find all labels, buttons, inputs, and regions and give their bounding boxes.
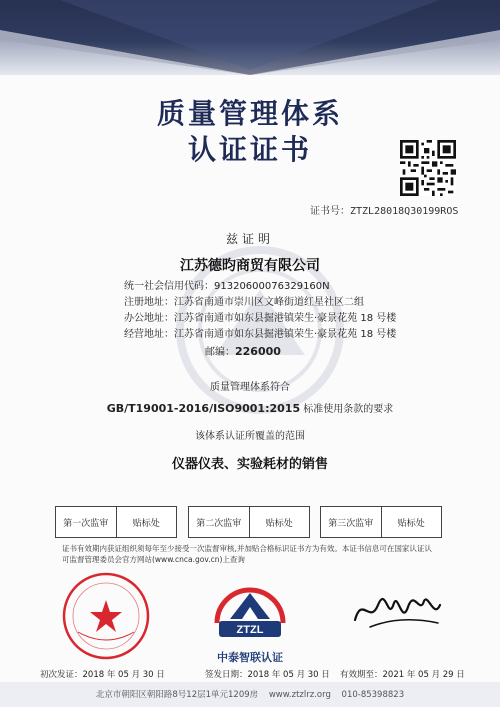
scope-intro: 该体系认证所覆盖的范围 (195, 431, 305, 442)
hereby-heading: 兹证明 (225, 232, 274, 246)
date-valid-until: 有效期至：2021 年 05 月 29 日 (340, 670, 465, 680)
info-credit-code: 统一社会信用代码：91320600076329160N (124, 281, 330, 292)
audit-box-2: 第二次监审 贴标处 (188, 506, 310, 538)
footer-contact (0, 688, 500, 700)
info-postal-code: 邮编：226000 (205, 345, 281, 358)
audit-box-1: 第一次监审 贴标处 (55, 506, 177, 538)
header-band (0, 0, 500, 75)
date-issued: 签发日期：2018 年 05 月 30 日 (205, 670, 330, 680)
info-office-address: 办公地址：江苏省南通市如东县掘港镇荣生·豪景花苑 18 号楼 (124, 313, 397, 324)
certification-scope: 仪器仪表、实验耗材的销售 (171, 457, 328, 472)
logo-text: ZTZL (236, 624, 264, 636)
validity-note: 证书有效期内获证组织须每年至少接受一次监督审核,并加贴合格标识证书方为有效。本证书信息可在国家认证认 可监督管理委员会官方网站(www.cnca.gov.cn)上查询 (62, 544, 432, 564)
info-business-address: 经营地址：江苏省南通市如东县掘港镇荣生·豪景花苑 18 号楼 (124, 329, 397, 340)
date-first-issue: 初次发证：2018 年 05 月 30 日 (40, 670, 165, 680)
certificate-title-line1: 质量管理体系 (156, 97, 343, 130)
info-registered-address: 注册地址：江苏省南通市崇川区文峰街道红星社区二组 (124, 297, 364, 308)
footer-phone: 010-85398823 (341, 690, 405, 700)
header-pattern (0, 0, 500, 75)
footer-address: 北京市朝阳区朝阳路8号12层1单元1209房 (95, 690, 259, 700)
audit-box-3: 第三次监审 贴标处 (320, 506, 442, 538)
standard-statement: GB/T19001-2016/ISO9001:2015 标准使用条款的要求 (106, 402, 394, 415)
handwritten-signature (350, 585, 450, 635)
conformity-statement: 质量管理体系符合 (210, 382, 290, 393)
company-name: 江苏德昀商贸有限公司 (180, 258, 320, 274)
certificate-number: 证书号：ZTZL28018Q30199ROS (310, 206, 459, 217)
certificate-title-line2: 认证证书 (187, 133, 312, 166)
brand-name: 中泰智联认证 (217, 651, 283, 664)
qr-code-icon (400, 140, 456, 196)
ztzl-logo (205, 575, 295, 645)
footer-website: www.ztzlrz.org (268, 690, 331, 700)
